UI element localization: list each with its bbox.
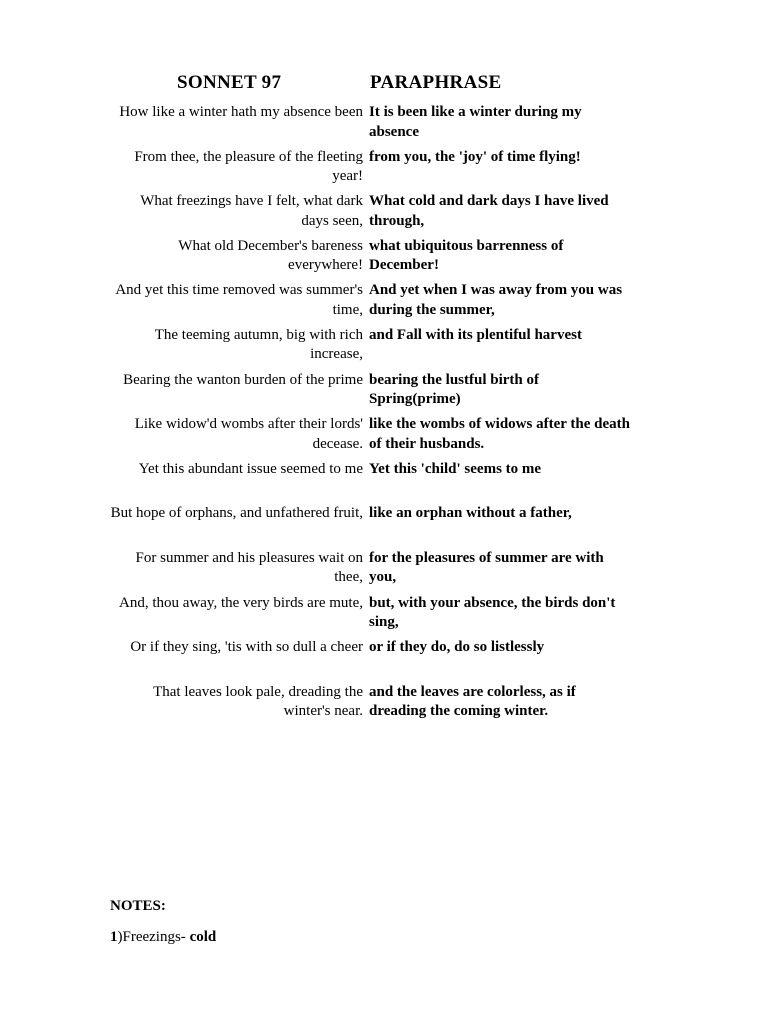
paraphrase-line: and the leaves are colorless, as if dreading the coming winter. [369, 683, 576, 720]
original-line: What freezings have I felt, what dark days seen, [140, 193, 363, 229]
original-line: But hope of orphans, and unfathered fruit, [110, 505, 363, 522]
original-line: Bearing the wanton burden of the prime [123, 371, 363, 388]
table-row [0, 326, 768, 371]
sonnet-table [0, 103, 768, 727]
table-row [0, 504, 768, 549]
paraphrase-line: And yet when I was away from you was during the summer, [369, 282, 623, 318]
paraphrase-line: and Fall with its plentiful harvest [369, 326, 582, 343]
original-line: Like widow'd wombs after their lords' decease. [134, 416, 363, 452]
table-row [0, 460, 768, 505]
table-row [0, 237, 768, 282]
paraphrase-line: what ubiquitous barrenness of December! [369, 237, 564, 274]
paraphrase-line: like an orphan without a father, [369, 505, 572, 522]
paraphrase-line: It is been like a winter during my absence [369, 104, 582, 140]
paraphrase-line: for the pleasures of summer are with you, [369, 549, 604, 586]
paraphrase-line: bearing the lustful birth of Spring(prime) [369, 371, 540, 408]
original-line: From thee, the pleasure of the fleeting year! [134, 148, 363, 185]
note-number: 1 [110, 929, 118, 945]
paraphrase-line: or if they do, do so listlessly [369, 639, 545, 656]
table-row [0, 281, 768, 326]
original-line: The teeming autumn, big with rich increase, [154, 326, 363, 363]
original-line: That leaves look pale, dreading the winter's near. [153, 683, 363, 720]
table-row [0, 415, 768, 460]
note-item [110, 929, 216, 946]
original-line: And yet this time removed was summer's time, [115, 282, 363, 318]
table-row [0, 594, 768, 639]
table-row [0, 148, 768, 193]
original-line: Yet this abundant issue seemed to me [138, 460, 363, 477]
paraphrase-heading: PARAPHRASE [370, 72, 502, 93]
table-row [0, 371, 768, 416]
original-line: For summer and his pleasures wait on thee, [135, 549, 363, 586]
original-line: And, thou away, the very birds are mute, [119, 594, 363, 611]
table-row [0, 683, 768, 728]
original-line: What old December's bareness everywhere! [178, 237, 363, 274]
note-definition: cold [189, 929, 217, 945]
table-row [0, 638, 768, 683]
paraphrase-line: Yet this 'child' seems to me [369, 460, 542, 477]
original-line: How like a winter hath my absence been [119, 104, 363, 120]
note-term: )Freezings- [117, 929, 190, 945]
notes-heading: NOTES: [110, 898, 166, 914]
table-row [0, 192, 768, 237]
table-row [0, 549, 768, 594]
paraphrase-line: What cold and dark days I have lived through, [369, 193, 609, 229]
paraphrase-line: but, with your absence, the birds don't sing, [369, 594, 616, 631]
sonnet-heading: SONNET 97 [177, 72, 282, 93]
paraphrase-line: like the wombs of widows after the death of their husbands. [369, 416, 630, 452]
paraphrase-line: from you, the 'joy' of time flying! [369, 148, 581, 165]
table-row [0, 103, 768, 148]
original-line: Or if they sing, 'tis with so dull a cheer [130, 639, 363, 656]
